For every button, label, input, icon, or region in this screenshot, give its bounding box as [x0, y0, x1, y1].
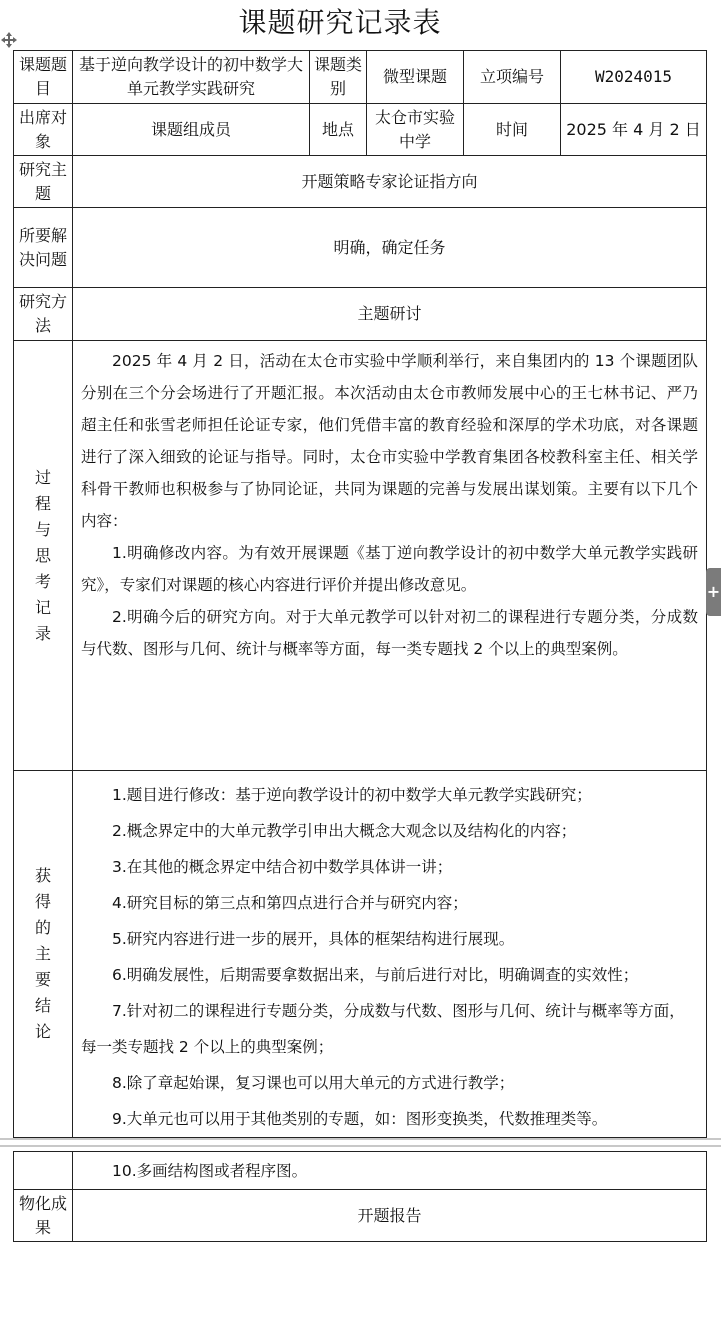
list-item: 7.针对初二的课程进行专题分类，分成数与代数、图形与几何、统计与概率等方面，每一类专题找 2 个以上的典型案例； [81, 1002, 685, 1056]
process-label [14, 341, 73, 771]
theme-value: 开题策略专家论证指方向 [73, 156, 707, 208]
page-break [0, 1138, 721, 1147]
time-value: 2025 年 4 月 2 日 [561, 104, 707, 156]
method-label: 研究方法 [14, 288, 73, 341]
conclusions-list [73, 771, 706, 1137]
category-label: 课题类别 [310, 51, 367, 104]
location-value: 太仓市实验中学 [367, 104, 464, 156]
list-item: 1.题目进行修改：基于逆向教学设计的初中数学大单元教学实践研究； [112, 786, 592, 804]
problem-value: 明确，确定任务 [73, 208, 707, 288]
process-label-text: 过程与思考记录 [35, 467, 52, 643]
problem-label: 所要解决问题 [14, 208, 73, 288]
process-paragraph: 1.明确修改内容。为有效开展课题《基丁逆向教学设计的初中数学大单元教学实践研究》，专家们对课题的核心内容进行评价并提出修改意见。 [81, 544, 698, 594]
attendees-value: 课题组成员 [73, 104, 310, 156]
conclusions-label [14, 771, 73, 1138]
results-value: 开题报告 [73, 1190, 707, 1242]
conclusions-label-text: 获得的主要结论 [35, 866, 52, 1041]
list-item: 6.明确发展性，后期需要拿数据出来，与前后进行对比，明确调查的实效性； [112, 966, 639, 984]
conclusions-cell [73, 771, 707, 1138]
record-table [13, 50, 707, 1138]
list-item: 3.在其他的概念界定中结合初中数学具体讲一讲； [112, 858, 453, 876]
topic-value: 基于逆向教学设计的初中数学大单元教学实践研究 [73, 51, 310, 104]
method-value: 主题研讨 [73, 288, 707, 341]
list-item: 9.大单元也可以用于其他类别的专题，如：图形变换类，代数推理类等。 [112, 1110, 608, 1128]
continued-list [73, 1153, 706, 1189]
plus-icon[interactable]: + [706, 568, 721, 616]
continued-cell [73, 1152, 707, 1190]
list-item: 10.多画结构图或者程序图。 [112, 1161, 308, 1180]
category-value: 微型课题 [367, 51, 464, 104]
process-content [73, 341, 706, 665]
results-label: 物化成果 [14, 1190, 73, 1242]
list-item: 5.研究内容进行进一步的展开，具体的框架结构进行展现。 [112, 930, 515, 948]
record-table-continued [13, 1151, 707, 1242]
project-no-value: W2024015 [561, 51, 707, 104]
time-label: 时间 [464, 104, 561, 156]
process-cell [73, 341, 707, 771]
topic-label: 课题题目 [14, 51, 73, 104]
move-handle-icon[interactable] [1, 32, 17, 48]
list-item: 8.除了章起始课，复习课也可以用大单元的方式进行教学； [112, 1074, 515, 1092]
process-paragraph: 2.明确今后的研究方向。对于大单元教学可以针对初二的课程进行专题分类，分成数与代数、图形与几何、统计与概率等方面，每一类专题找 2 个以上的典型案例。 [81, 608, 698, 658]
project-no-label: 立项编号 [464, 51, 561, 104]
location-label: 地点 [310, 104, 367, 156]
attendees-label: 出席对象 [14, 104, 73, 156]
theme-label: 研究主题 [14, 156, 73, 208]
list-item: 4.研究目标的第三点和第四点进行合并与研究内容； [112, 894, 468, 912]
empty-label-cell [14, 1152, 73, 1190]
process-paragraph: 2025 年 4 月 2 日，活动在太仓市实验中学顺利举行，来自集团内的 13 个课题团队分别在三个分会场进行了开题汇报。本次活动由太仓市教师发展中心的王七林书记、严乃超主任和张雪老师担任论证专家，他们凭借丰富的教育经验和深厚的学术功底，对各课题进行了深入细致的论证与指导。同时，太仓市实验中学教育集团各校教科室主任、相关学科骨干教师也积极参与了协同论证，共同为课题的完善与发展出谋划策。主要有以下几个内容： [81, 352, 698, 530]
list-item: 2.概念界定中的大单元教学引申出大概念大观念以及结构化的内容； [112, 822, 577, 840]
page-title: 课题研究记录表 [238, 6, 442, 39]
